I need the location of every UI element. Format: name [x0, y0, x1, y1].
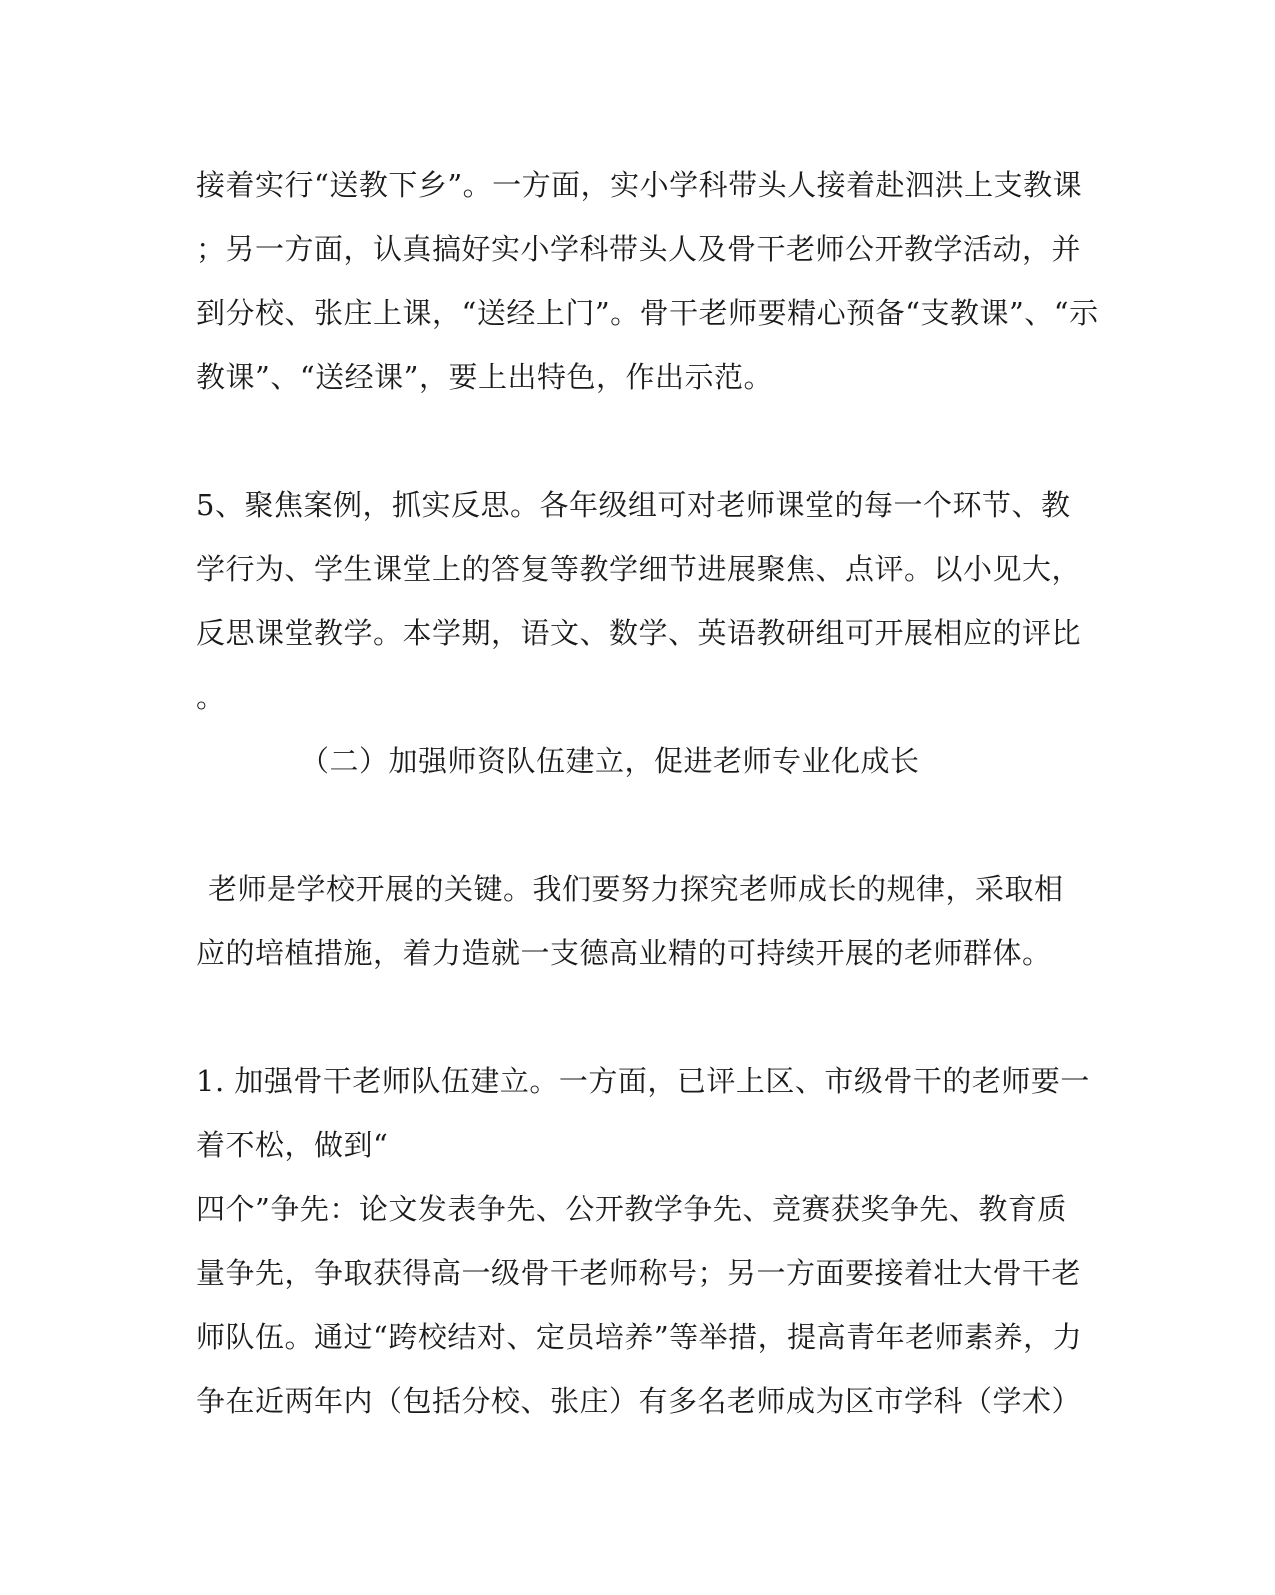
text-line: 四个”争先：论文发表争先、公开教学争先、竞赛获奖争先、教育质 [196, 1192, 1067, 1226]
text-line: 。 [196, 680, 226, 714]
text-line: 教课”、“送经课”，要上出特色，作出示范。 [196, 360, 773, 394]
text-line: 应的培植措施，着力造就一支德高业精的可持续开展的老师群体。 [196, 936, 1052, 970]
text-line: 学行为、学生课堂上的答复等教学细节进展聚焦、点评。以小见大， [196, 552, 1082, 586]
text-line: 争在近两年内（包括分校、张庄）有多名老师成为区市学科（学术） [196, 1384, 1082, 1418]
text-line: 着不松，做到“ [196, 1128, 389, 1162]
section-heading: （二）加强师资队伍建立，促进老师专业化成长 [300, 744, 920, 778]
text-line: 接着实行“送教下乡”。一方面，实小学科带头人接着赴泗洪上支教课 [196, 168, 1083, 202]
text-line: 1. 加强骨干老师队伍建立。一方面，已评上区、市级骨干的老师要一 [196, 1064, 1090, 1098]
text-line: ；另一方面，认真搞好实小学科带头人及骨干老师公开教学活动，并 [196, 232, 1082, 266]
text-line: 师队伍。通过“跨校结对、定员培养”等举措，提高青年老师素养，力 [196, 1320, 1083, 1354]
text-line: 反思课堂教学。本学期，语文、数学、英语教研组可开展相应的评比 [196, 616, 1082, 650]
text-line: 5、聚焦案例，抓实反思。各年级组可对老师课堂的每一个环节、教 [196, 488, 1071, 522]
text-line: 量争先，争取获得高一级骨干老师称号；另一方面要接着壮大骨干老 [196, 1256, 1082, 1290]
text-line: 到分校、张庄上课，“送经上门”。骨干老师要精心预备“支教课”、“示 [196, 296, 1099, 330]
text-line: 老师是学校开展的关键。我们要努力探究老师成长的规律，采取相 [208, 872, 1064, 906]
